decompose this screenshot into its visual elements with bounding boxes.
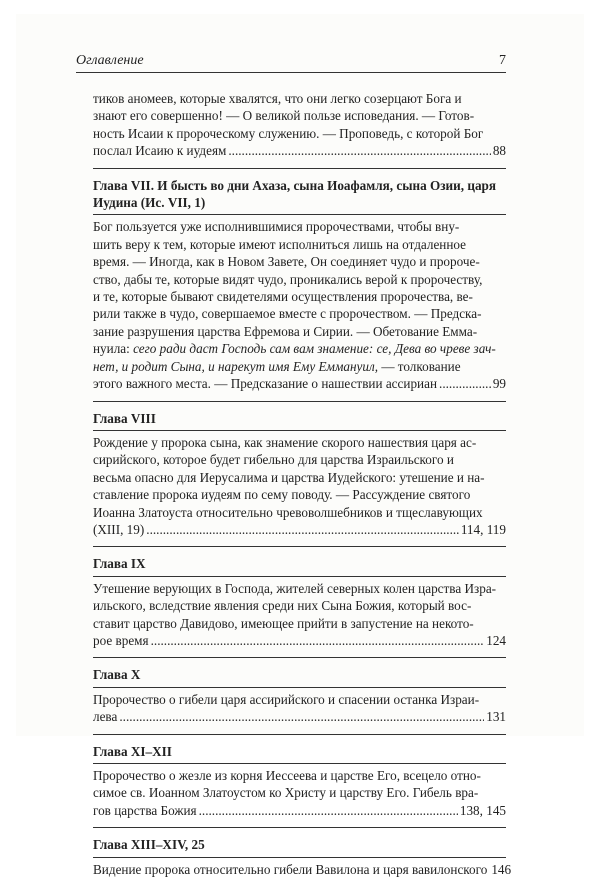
- divider: [93, 214, 506, 215]
- text-line: время. — Иногда, как в Новом Завете, Он соединяет чудо и пророче-: [93, 254, 480, 270]
- entry-tail: [93, 802, 506, 819]
- divider: [93, 687, 506, 688]
- toc-entry-chapter-8: [93, 401, 506, 539]
- toc-entry-continued: [93, 90, 506, 160]
- quote-text: нет, и родит Сына, и нарекут имя Ему Еммануил,: [93, 358, 379, 374]
- entry-text: [93, 90, 506, 142]
- divider: [93, 430, 506, 431]
- divider: [93, 576, 506, 577]
- entry-page: 131: [486, 709, 506, 725]
- dot-leader: [199, 802, 458, 819]
- entry-text: [93, 580, 506, 632]
- divider: [93, 763, 506, 764]
- chapter-title: Глава VIII: [93, 410, 156, 426]
- entry-text: [93, 218, 506, 375]
- text-line: Пророчество о жезле из корня Иессеева и царстве Его, всецело отно-: [93, 768, 481, 783]
- entry-text: [93, 434, 506, 521]
- entry-tail: [93, 632, 506, 649]
- text-line: шить веру к тем, которые имеют исполниться лишь на отдаленное: [93, 236, 467, 252]
- dot-leader: [119, 708, 484, 725]
- entry-tail: [93, 708, 506, 725]
- entry-tail: [93, 521, 506, 538]
- text-line: Пророчество о гибели царя ассирийского и спасении останка Израи-: [93, 691, 480, 707]
- toc-entry-chapter-9: [93, 546, 506, 649]
- tail-text: (XIII, 19): [93, 521, 145, 537]
- text-line: Иоанна Златоуста относительно чревоволшебников и тщеславующих: [93, 504, 483, 520]
- text-line: рили также в чудо, совершаемое вместе с пророчеством. — Предска-: [93, 306, 482, 322]
- page-number: 7: [499, 53, 506, 68]
- entry-page: 138, 145: [459, 802, 506, 818]
- tail-text: лева: [93, 709, 118, 725]
- text-line: [93, 340, 506, 357]
- chapter-title: Глава XI–XII: [93, 743, 172, 759]
- entry-page: 146: [491, 861, 512, 877]
- book-page: [16, 14, 584, 877]
- text-line: и те, которые бывают свидетелями осуществления пророчества, ве-: [93, 289, 473, 305]
- entry-tail: [93, 861, 512, 878]
- text-line: ство, дабы те, которые видят чудо, проникались верой к пророчеству,: [93, 271, 483, 287]
- running-header: [76, 50, 506, 73]
- text-line: ставит царство Давидово, имеющее прийти в запустение на некото-: [93, 615, 474, 631]
- entry-page: 114, 119: [460, 521, 506, 537]
- dot-leader: [146, 521, 459, 538]
- text-line: Утешение верующих в Господа, жителей северных колен царства Изра-: [93, 580, 497, 596]
- toc-entry-chapter-7: [93, 168, 506, 393]
- text-line: [93, 358, 506, 375]
- chapter-title: [93, 177, 506, 212]
- dot-leader: [228, 142, 490, 159]
- entry-tail: [93, 375, 506, 392]
- text-line: Бог пользуется уже исполнившимися пророчествами, чтобы вну-: [93, 219, 460, 235]
- entry-text: [93, 767, 506, 802]
- text-line: весьма опасно для Иерусалима и царства Иудейского: утешение и на-: [93, 469, 485, 485]
- tail-text: Видение пророка относительно гибели Вавилона и царя вавилонского: [93, 861, 488, 877]
- chapter-title-line: Глава VII. И бысть во дни Ахаза, сына Иоафамля, сына Озии, царя: [93, 177, 497, 193]
- chapter-title: Глава XIII–XIV, 25: [93, 837, 205, 853]
- text-line: ильского, вследствие явления среди них Сына Божия, который вос-: [93, 598, 472, 614]
- header-title: Оглавление: [76, 53, 144, 68]
- toc-entry-chapter-10: [93, 657, 506, 725]
- tail-text: этого важного места. — Предсказание о нашествии ассириан: [93, 376, 438, 392]
- table-of-contents: [93, 90, 512, 878]
- text-line: тиков аномеев, которые хвалятся, что они легко созерцают Бога и: [93, 91, 462, 106]
- entry-page: 99: [492, 376, 506, 392]
- text-line: зание разрушения царства Ефремова и Сирии. — Обетование Емма-: [93, 323, 478, 339]
- dot-leader: [439, 375, 491, 392]
- tail-text: рое время: [93, 632, 149, 648]
- text-line: Рождение у пророка сына, как знамение скорого нашествия царя ас-: [93, 434, 477, 450]
- text-line: ность Исаии к пророческому служению. — Проповедь, с которой Бог: [93, 125, 484, 141]
- chapter-title: Глава IX: [93, 556, 146, 572]
- toc-entry-chapter-11-12: [93, 734, 506, 820]
- text-line: сирийского, которое будет гибельно для царства Израильского и: [93, 452, 454, 468]
- text-line: знают его совершенно! — О великой пользе исповедания. — Готов-: [93, 108, 475, 124]
- entry-page: 88: [492, 143, 506, 159]
- chapter-title-line: Иудина (Ис. VII, 1): [93, 195, 206, 211]
- tail-text: послал Исаию к иудеям: [93, 143, 227, 159]
- chapter-title: Глава X: [93, 667, 141, 683]
- tail-text: гов царства Божия: [93, 802, 197, 818]
- entry-page: 124: [486, 632, 506, 648]
- dot-leader: [151, 632, 485, 649]
- entry-text: [93, 691, 506, 708]
- toc-entry-chapter-13-14: [93, 827, 512, 878]
- text-line: симое св. Иоанном Златоустом ко Христу и царству Его. Гибель вра-: [93, 785, 479, 801]
- entry-tail: [93, 142, 506, 159]
- text-line: ставление пророка иудеям по сему поводу. — Рассуждение святого: [93, 487, 471, 503]
- divider: [93, 857, 506, 858]
- plain-text: нуила:: [93, 341, 134, 357]
- plain-text: — толкование: [378, 358, 461, 374]
- quote-text: сего ради даст Господь сам вам знамение: се, Дева во чреве зач-: [133, 341, 496, 357]
